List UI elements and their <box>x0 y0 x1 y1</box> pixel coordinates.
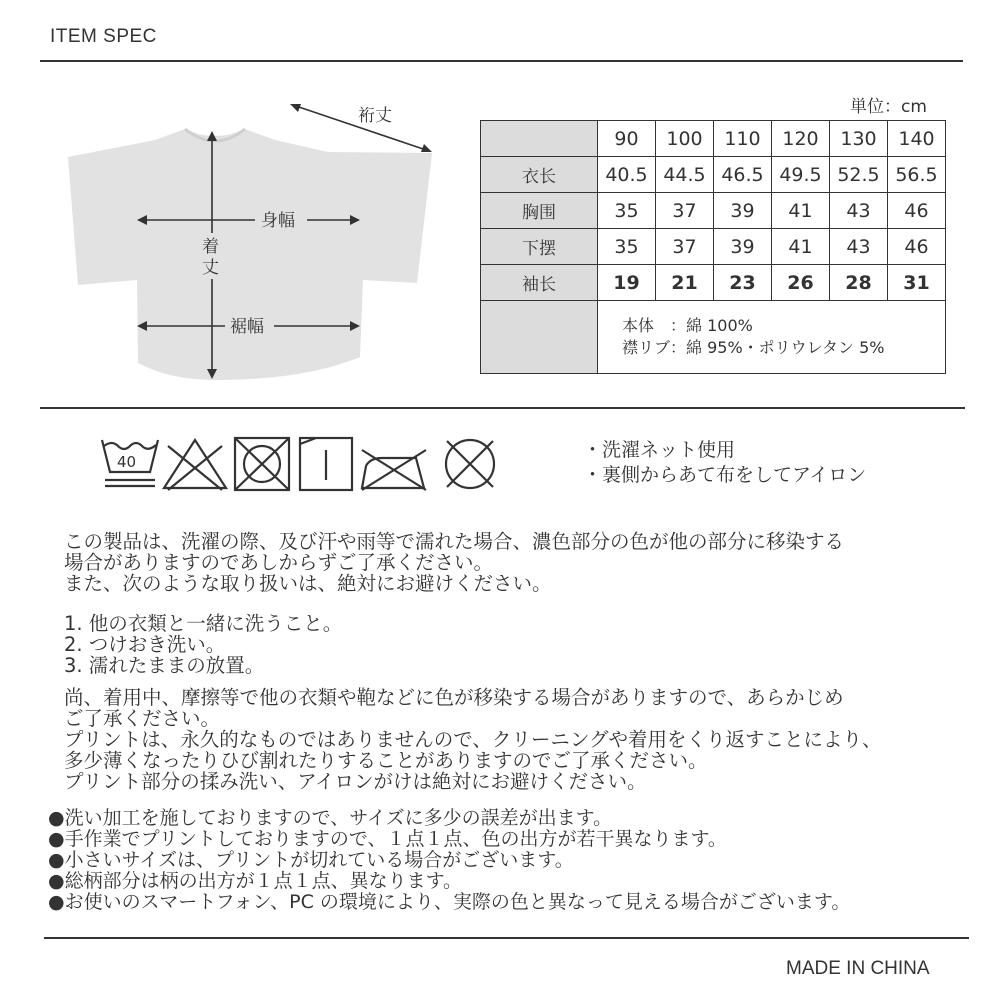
bottom-divider <box>44 937 969 939</box>
notice-paragraph-1 <box>64 531 844 594</box>
origin-label: MADE IN CHINA <box>786 958 930 979</box>
table-cell: 44.5 <box>656 157 714 193</box>
table-cell: 19 <box>598 265 656 301</box>
bullet-item: ●手作業でプリントしておりますので、１点１点、色の出方が若干異なります。 <box>48 828 727 850</box>
notice-list <box>64 613 342 676</box>
material-body: 本体 ：綿 100% <box>622 316 753 335</box>
table-cell: 40.5 <box>598 157 656 193</box>
wash-temp: 40 <box>117 453 137 471</box>
text-line: この製品は、洗濯の際、及び汗や雨等で濡れた場合、濃色部分の色が他の部分に移染する <box>64 530 845 553</box>
table-cell: 43 <box>830 229 888 265</box>
material-corner <box>481 301 598 374</box>
size-table <box>480 120 946 374</box>
table-cell: 41 <box>772 193 830 229</box>
wash-40-icon <box>102 440 158 486</box>
care-note: ・裏側からあて布をしてアイロン <box>583 464 867 486</box>
row-label: 衣长 <box>481 157 598 193</box>
table-cell: 28 <box>830 265 888 301</box>
table-cell: 52.5 <box>830 157 888 193</box>
no-bleach-icon <box>164 440 226 490</box>
length-label-top: 着 <box>202 237 219 257</box>
size-header: 140 <box>888 121 946 157</box>
size-header: 100 <box>656 121 714 157</box>
corner-cell <box>481 121 598 157</box>
section-title: ITEM SPEC <box>50 26 157 47</box>
material-row <box>481 301 946 374</box>
table-cell: 43 <box>830 193 888 229</box>
notice-bullets <box>48 808 850 913</box>
text-line: プリント部分の揉み洗い、アイロンがけは絶対にお避けください。 <box>64 770 647 793</box>
table-cell: 46 <box>888 193 946 229</box>
table-cell: 37 <box>656 229 714 265</box>
no-tumble-dry-icon <box>235 438 289 490</box>
text-line: ご了承ください。 <box>64 707 221 730</box>
bullet-item: ●お使いのスマートフォン、PC の環境により、実際の色と異なって見える場合がございます。 <box>48 891 851 913</box>
bullet-item: ●小さいサイズは、プリントが切れている場合がございます。 <box>48 849 574 871</box>
text-line: プリントは、永久的なものではありませんので、クリーニングや着用をくり返すことにより、 <box>64 728 882 751</box>
table-cell: 46.5 <box>714 157 772 193</box>
table-cell: 49.5 <box>772 157 830 193</box>
notice-paragraph-2 <box>64 687 881 792</box>
text-line: また、次のような取り扱いは、絶対にお避けください。 <box>64 572 552 595</box>
unit-label: 単位：cm <box>850 97 927 117</box>
table-cell: 46 <box>888 229 946 265</box>
size-header: 130 <box>830 121 888 157</box>
tshirt-silhouette <box>68 129 432 380</box>
text-line: 多少薄くなったりひび割れたりすることがありますのでご了承ください。 <box>64 749 708 772</box>
middle-divider <box>40 407 965 409</box>
list-item: 3. 濡れたままの放置。 <box>64 654 265 677</box>
iron-with-cloth-icon <box>362 450 426 490</box>
table-cell: 39 <box>714 193 772 229</box>
bullet-item: ●洗い加工を施しておりますので、サイズに多少の誤差が出ます。 <box>48 807 613 829</box>
length-label-bottom: 丈 <box>202 258 219 278</box>
table-cell: 31 <box>888 265 946 301</box>
size-header-row <box>481 121 946 157</box>
table-cell: 23 <box>714 265 772 301</box>
material-collar: 襟リブ：綿 95%・ポリウレタン 5% <box>622 338 885 357</box>
top-divider <box>40 60 963 62</box>
table-row-hem <box>481 229 946 265</box>
table-row-length <box>481 157 946 193</box>
sleeve-arrowhead-start <box>290 104 301 112</box>
list-item: 2. つけおき洗い。 <box>64 633 226 656</box>
care-symbols <box>100 432 510 497</box>
no-dry-clean-icon <box>446 440 494 488</box>
text-line: 尚、着用中、摩擦等で他の衣類や鞄などに色が移染する場合がありますので、あらかじめ <box>64 686 844 709</box>
material-cell <box>598 301 946 374</box>
row-label: 胸围 <box>481 193 598 229</box>
table-cell: 37 <box>656 193 714 229</box>
table-row-sleeve <box>481 265 946 301</box>
drip-dry-icon <box>300 438 352 490</box>
sleeve-length-label: 裄丈 <box>358 106 392 126</box>
row-label: 袖长 <box>481 265 598 301</box>
care-note: ・洗濯ネット使用 <box>583 439 736 461</box>
table-cell: 26 <box>772 265 830 301</box>
table-cell: 39 <box>714 229 772 265</box>
table-cell: 56.5 <box>888 157 946 193</box>
size-header: 110 <box>714 121 772 157</box>
table-cell: 41 <box>772 229 830 265</box>
care-notes <box>583 438 866 488</box>
table-cell: 35 <box>598 193 656 229</box>
text-line: 場合がありますのであしからずご了承ください。 <box>64 551 494 574</box>
row-label: 下摆 <box>481 229 598 265</box>
size-header: 90 <box>598 121 656 157</box>
bullet-item: ●総柄部分は柄の出方が１点１点、異なります。 <box>48 870 463 892</box>
list-item: 1. 他の衣類と一緒に洗うこと。 <box>64 612 343 635</box>
table-cell: 21 <box>656 265 714 301</box>
hem-width-label: 裾幅 <box>230 317 264 337</box>
table-cell: 35 <box>598 229 656 265</box>
tshirt-measurement-diagram <box>60 95 445 385</box>
body-width-label: 身幅 <box>261 211 295 231</box>
size-header: 120 <box>772 121 830 157</box>
sleeve-arrowhead-end <box>421 144 432 152</box>
table-row-chest <box>481 193 946 229</box>
